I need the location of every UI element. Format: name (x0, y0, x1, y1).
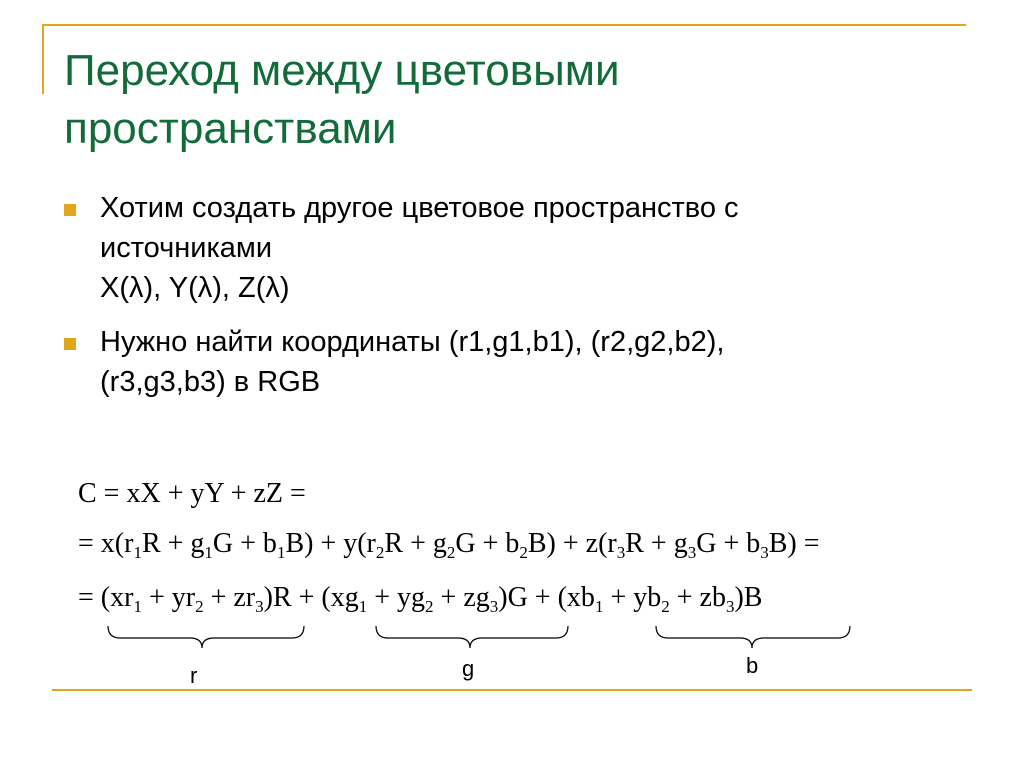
bottom-rule (52, 689, 972, 691)
bullet-2-line-1: Нужно найти координаты (r1,g1,b1), (r2,g2,b2), (100, 326, 725, 358)
underbrace-g (376, 626, 568, 648)
underbrace-r (108, 626, 304, 648)
bullet-1-line-2: источниками (100, 232, 273, 264)
bullet-1-line-3: X(λ), Y(λ), Z(λ) (100, 272, 290, 304)
bullet-2-line-2: (r3,g3,b3) в RGB (100, 366, 321, 398)
brace-label-r: r (190, 663, 198, 688)
formula-line-2: = $x(r_1R + g_1G + b_1B) + y(r_2R + g_2G + b_2B) + z(r_3R + g_3G + b_3B)$ = (78, 528, 820, 562)
brace-label-b: b (746, 653, 759, 678)
bullet-1-line-1: Хотим создать другое цветовое пространство с (100, 192, 739, 224)
formula-line-3: = $(xr_1 + yr_2 + zr_3)R + (xg_1 + yg_2 + zg_3)G + (xb_1 + yb_2 + zb_3)B$ (78, 582, 763, 616)
formula-line-1: C = xX + yY + zZ = (78, 478, 306, 509)
underbrace-b (656, 626, 850, 648)
brace-label-g: g (462, 656, 475, 681)
title-line-2: пространствами (64, 104, 397, 153)
title-line-1: Переход между цветовыми (64, 46, 620, 95)
